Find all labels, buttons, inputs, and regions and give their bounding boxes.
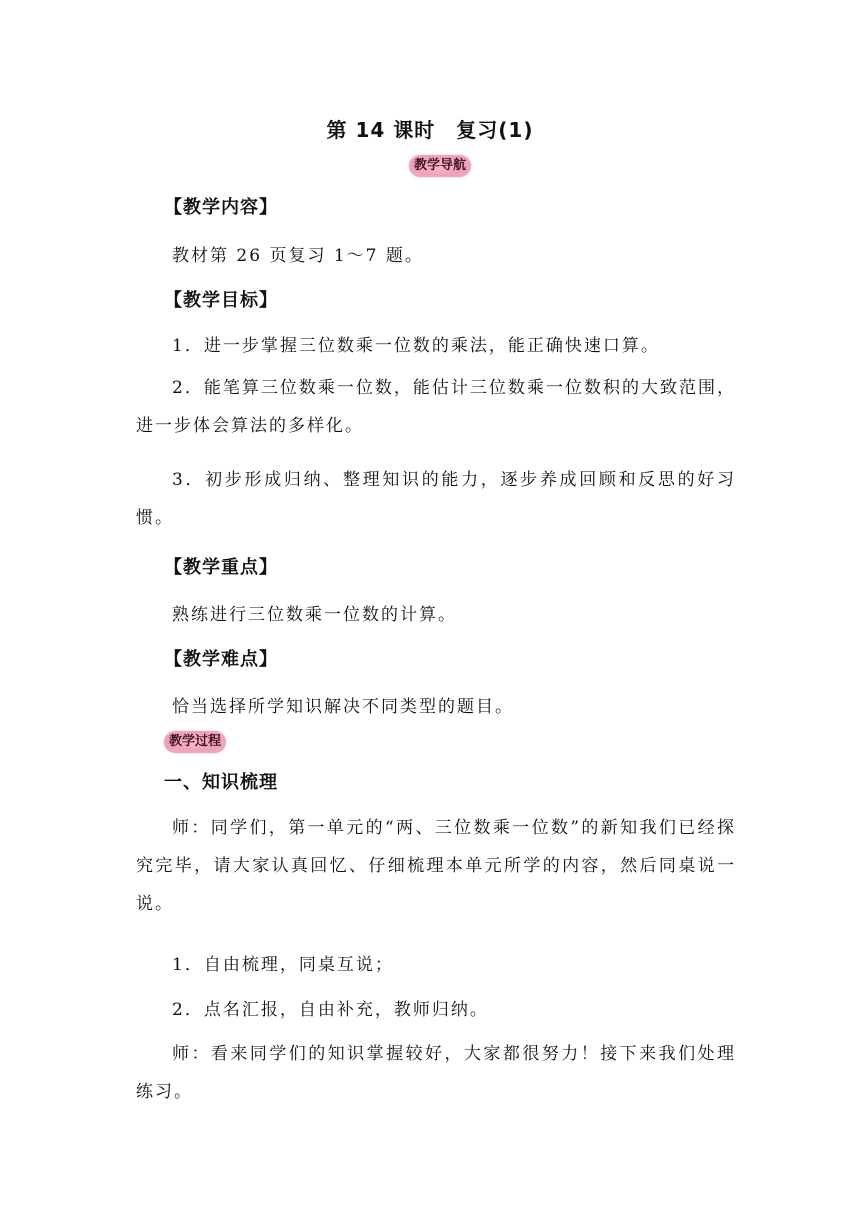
process-step-2: 2．点名汇报，自由补充，教师归纳。 (172, 1000, 489, 1020)
lesson-title: 第 14 课时 复习(1) (326, 118, 534, 142)
difficulty-heading: 【教学难点】 (164, 649, 278, 670)
key-points-heading: 【教学重点】 (164, 557, 278, 578)
goal-item-1: 1．进一步掌握三位数乘一位数的乘法，能正确快速口算。 (172, 336, 660, 356)
key-points-text: 熟练进行三位数乘一位数的计算。 (172, 605, 457, 625)
process-closing: 师：看来同学们的知识掌握较好，大家都很努力！接下来我们处理练习。 (136, 1044, 736, 1102)
goals-heading: 【教学目标】 (164, 290, 278, 311)
difficulty-text: 恰当选择所学知识解决不同类型的题目。 (172, 697, 514, 717)
content-text: 教材第 26 页复习 1～7 题。 (172, 246, 424, 266)
process-step-1: 1．自由梳理，同桌互说； (172, 955, 394, 975)
goal-item-3: 3．初步形成归纳、整理知识的能力，逐步养成回顾和反思的好习惯。 (136, 470, 736, 528)
goal-item-2: 2．能笔算三位数乘一位数，能估计三位数乘一位数积的大致范围，进一步体会算法的多样化。 (136, 378, 736, 436)
process-heading: 一、知识梳理 (164, 772, 278, 793)
content-heading: 【教学内容】 (164, 197, 278, 218)
teaching-process-badge: 教学过程 (164, 731, 226, 753)
teaching-nav-badge: 教学导航 (409, 155, 471, 177)
process-intro: 师：同学们，第一单元的“两、三位数乘一位数”的新知我们已经探究完毕，请大家认真回忆、仔细梳理本单元所学的内容，然后同桌说一说。 (136, 818, 736, 914)
